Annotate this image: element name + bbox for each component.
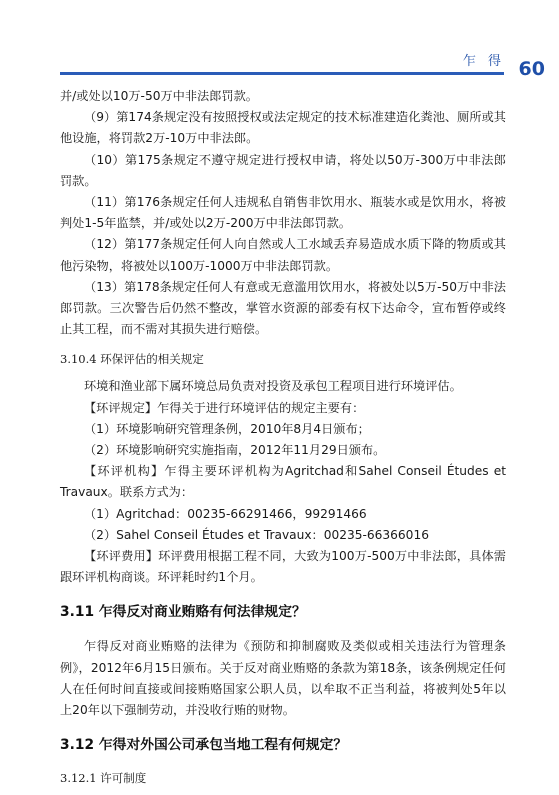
penalty-item-9: （9）第174条规定没有按照授权或法定规定的技术标准建造化粪池、厕所或其他设施，将罚款2万-10万中非法郎。 [60,110,506,146]
page-body [60,86,506,795]
paragraph-eia-authority: 环境和渔业部下属环境总局负责对投资及承包工程项目进行环境评估。 [84,379,462,394]
paragraph-eia-rules: 【环评规定】乍得关于进行环境评估的规定主要有： [84,400,365,415]
list-item-eia-rule-2: （2）环境影响研究实施指南，2012年11月29日颁布。 [84,443,386,458]
paragraph-continued: 并/或处以10万-50万中非法郎罚款。 [60,89,258,103]
paragraph-eia-fees: 【环评费用】环评费用根据工程不同，大致为100万-500万中非法郎，具体需跟环评机构商谈。环评耗时约1个月。 [60,549,506,585]
page-number: 60 [518,58,545,80]
penalty-item-11: （11）第176条规定任何人违规私自销售非饮用水、瓶装水或是饮用水，将被判处1-5年监禁，并/或处以2万-200万中非法郎罚款。 [60,195,506,231]
contact-agritchad: （1）Agritchad：00235-66291466，99291466 [84,506,367,521]
contact-sahel-conseil: （2）Sahel Conseil Études et Travaux：00235-66366016 [84,527,429,542]
running-header-title: 乍 得 [462,54,505,69]
subsection-heading-3-12-1: 3.12.1 许可制度 [60,771,147,786]
section-heading-3-12: 3.12 乍得对外国公司承包当地工程有何规定？ [60,737,348,754]
list-item-eia-rule-1: （1）环境影响研究管理条例，2010年8月4日颁布； [84,421,370,436]
page-header [0,0,559,85]
penalty-item-13: （13）第178条规定任何人有意或无意滥用饮用水，将被处以5万-50万中非法郎罚款。三次警告后仍然不整改，掌管水资源的部委有权下达命令，宣布暂停或终止其工程，而不需对其损失进行赔偿。 [60,279,506,337]
header-divider [60,72,504,75]
section-heading-3-11: 3.11 乍得反对商业贿赂有何法律规定？ [60,604,306,621]
penalty-item-10: （10）第175条规定不遵守规定进行授权申请，将处以50万-300万中非法郎罚款。 [60,152,506,188]
paragraph-eia-agencies: 【环评机构】乍得主要环评机构为Agritchad和Sahel Conseil Études et Travaux。联系方式为： [60,464,506,500]
paragraph-anti-bribery: 乍得反对商业贿赂的法律为《预防和抑制腐败及类似或相关违法行为管理条例》，2012年6月15日颁布。关于反对商业贿赂的条款为第18条，该条例规定任何人在任何时间直接或间接贿赂国家公职人员，以牟取不正当利益，将被判处5年以上20年以下强制劳动，并没收行贿的财物。 [60,639,506,718]
penalty-item-12: （12）第177条规定任何人向自然或人工水域丢弃易造成水质下降的物质或其他污染物，将被处以100万-1000万中非法郎罚款。 [60,237,506,273]
subsection-heading-3-10-4: 3.10.4 环保评估的相关规定 [60,352,204,367]
